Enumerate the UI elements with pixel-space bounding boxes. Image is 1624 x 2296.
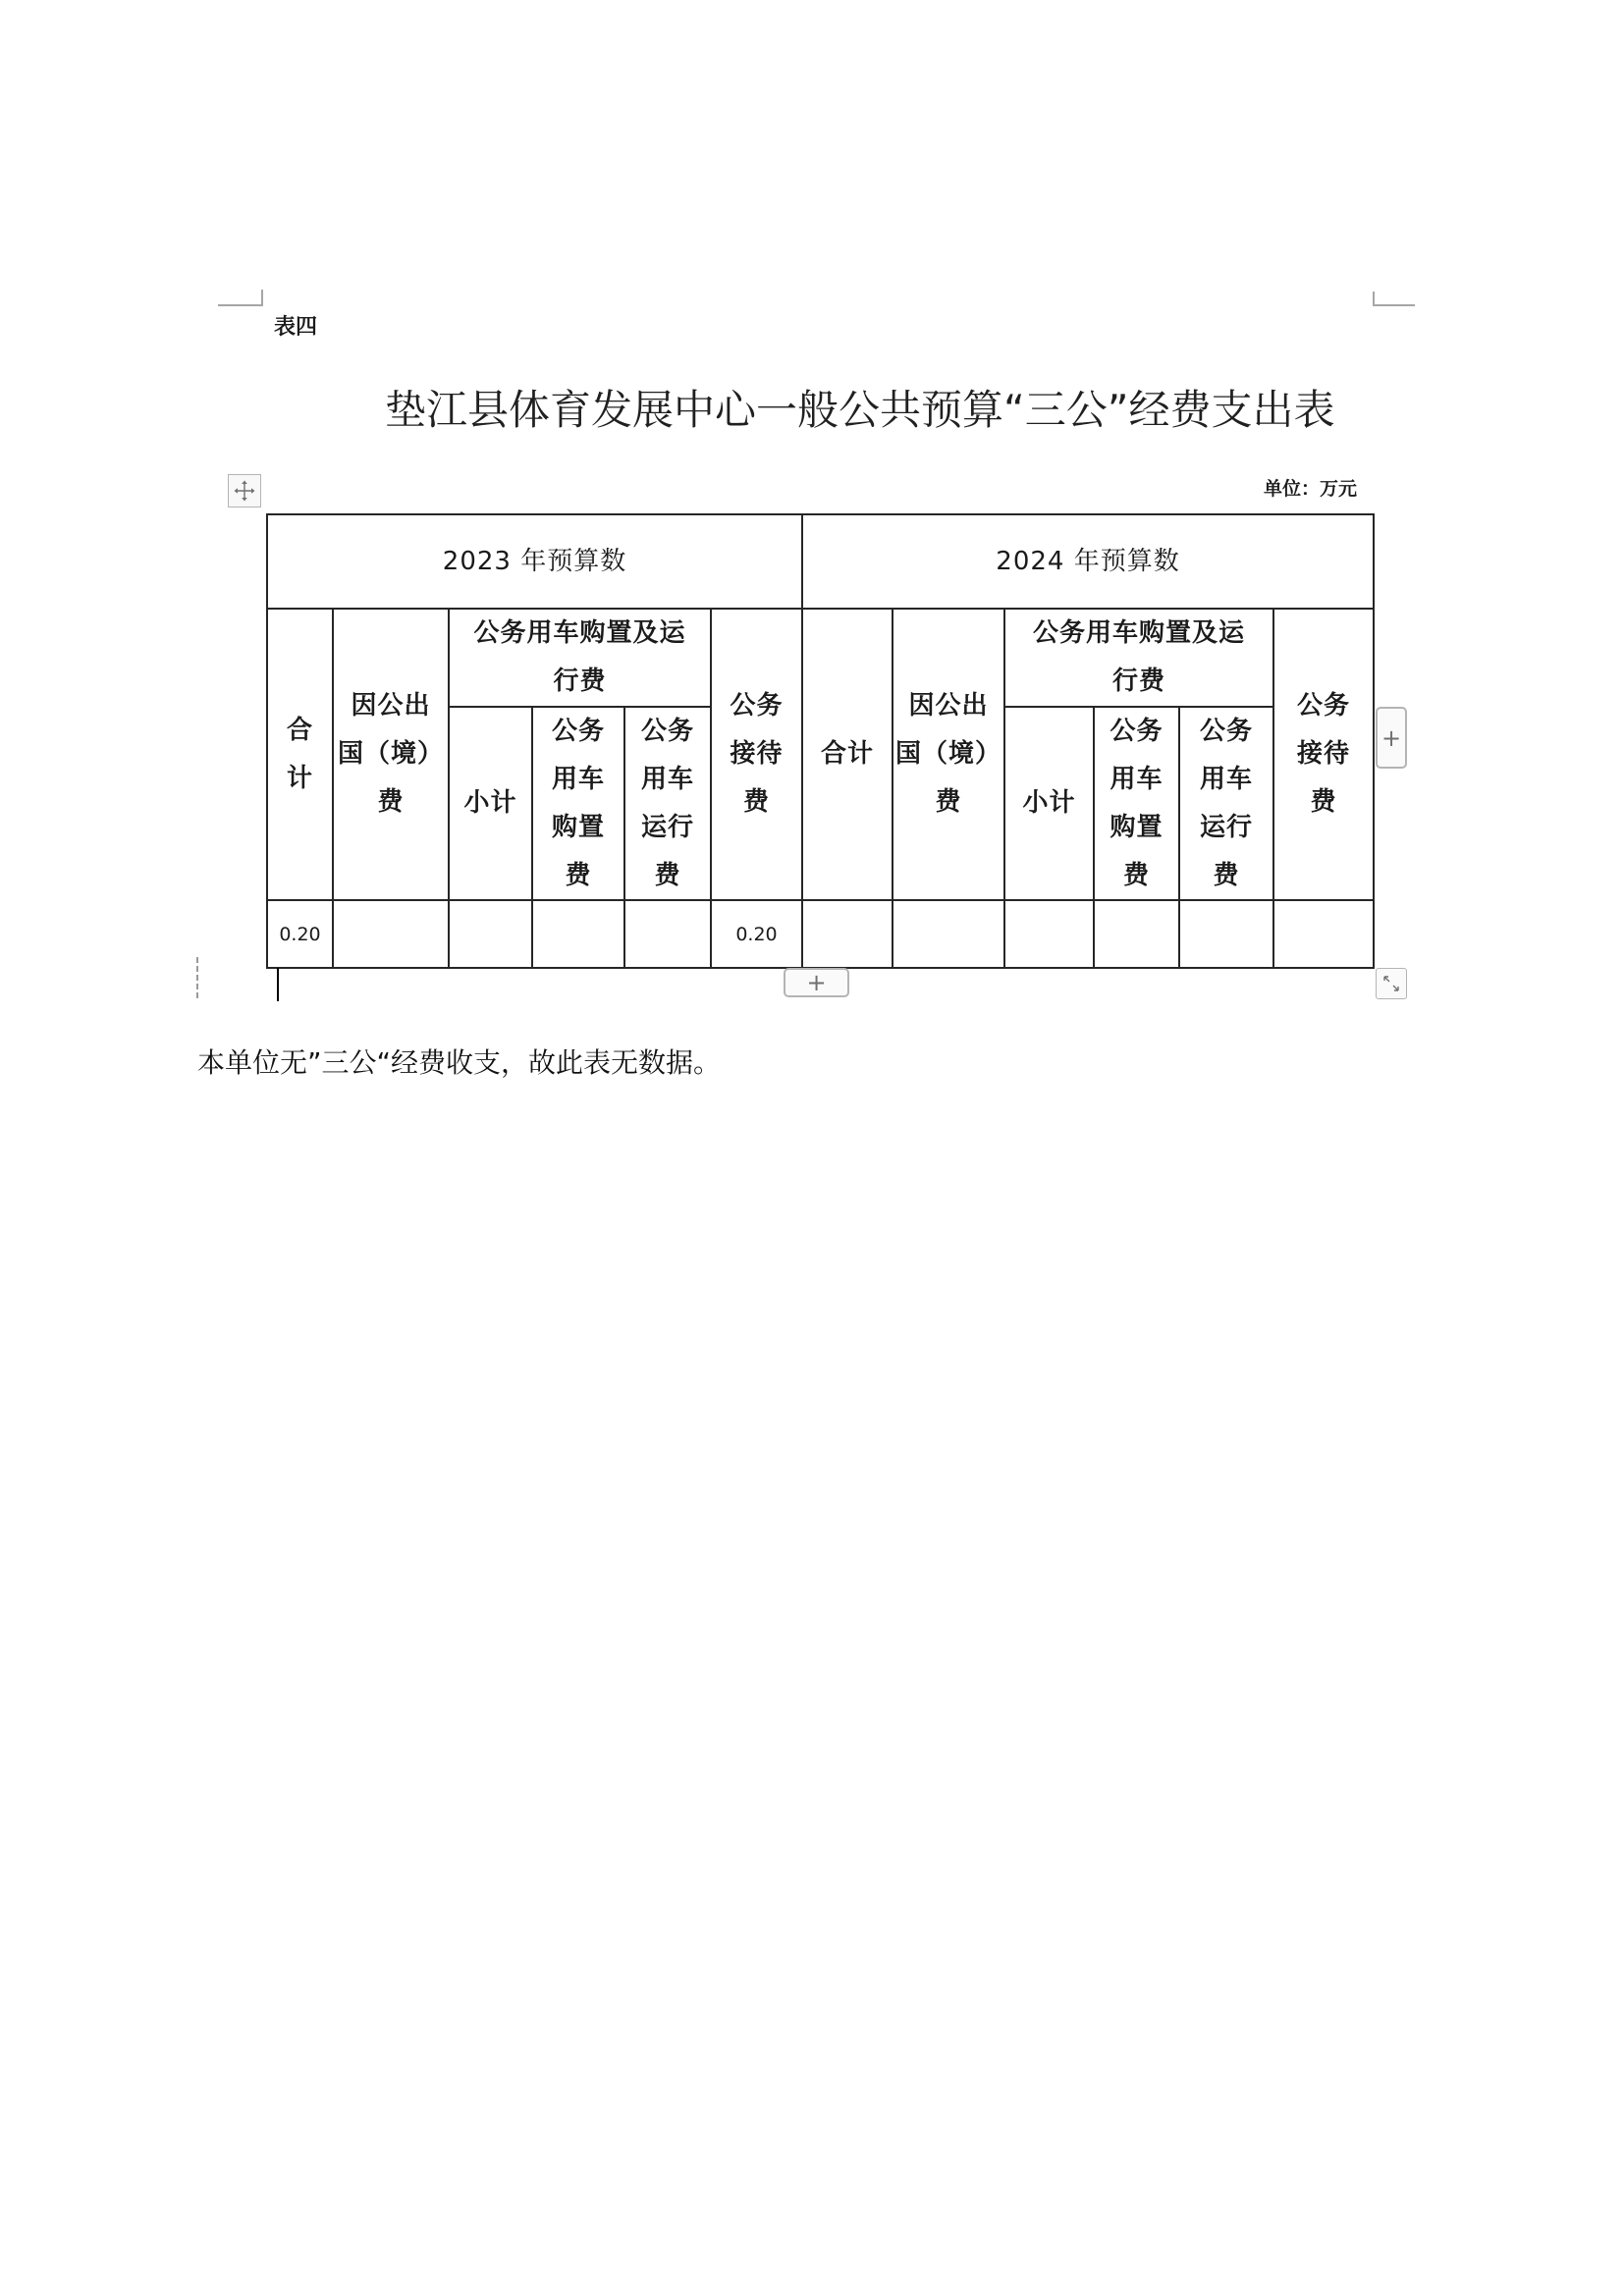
margin-mark-top-right-vertical <box>1373 292 1375 304</box>
header-2024-vehicle-subtotal: 小计 <box>1005 708 1095 901</box>
cell-2024-vehicle-operation[interactable] <box>1180 901 1274 969</box>
cell-2023-reception[interactable]: 0.20 <box>712 901 803 969</box>
header-2023-vehicle-subtotal: 小计 <box>450 708 533 901</box>
header-2024-abroad-expense: 因公出 国（境） 费 <box>893 610 1005 901</box>
cell-2023-vehicle-subtotal[interactable] <box>450 901 533 969</box>
budget-table <box>266 513 1375 969</box>
header-2023-vehicle-purchase: 公务 用车 购置 费 <box>533 708 625 901</box>
header-2023-abroad-expense: 因公出 国（境） 费 <box>334 610 450 901</box>
header-2023-vehicle-group: 公务用车购置及运 行费 <box>450 610 712 708</box>
table-resize-handle[interactable] <box>1376 968 1407 999</box>
cell-2023-vehicle-purchase[interactable] <box>533 901 625 969</box>
plus-icon: + <box>1380 723 1402 752</box>
cell-2024-reception[interactable] <box>1274 901 1375 969</box>
table-number-label: 表四 <box>274 315 318 340</box>
margin-mark-top-left <box>218 304 263 306</box>
add-row-button[interactable] <box>784 968 849 997</box>
header-2024-year: 2024 年预算数 <box>803 515 1375 610</box>
header-2023-year: 2023 年预算数 <box>268 515 803 610</box>
header-2024-vehicle-purchase: 公务 用车 购置 费 <box>1095 708 1180 901</box>
header-2024-vehicle-group: 公务用车购置及运 行费 <box>1005 610 1274 708</box>
text-cursor <box>277 968 279 1001</box>
header-2023-total: 合 计 <box>268 610 334 901</box>
note-paragraph: 本单位无”三公“经费收支，故此表无数据。 <box>197 1046 722 1079</box>
add-column-button[interactable] <box>1376 707 1407 769</box>
cell-2023-total[interactable]: 0.20 <box>268 901 334 969</box>
cell-2023-vehicle-operation[interactable] <box>625 901 712 969</box>
header-2024-vehicle-operation: 公务 用车 运行 费 <box>1180 708 1274 901</box>
cell-2024-vehicle-purchase[interactable] <box>1095 901 1180 969</box>
cell-2023-abroad-expense[interactable] <box>334 901 450 969</box>
cell-2024-abroad-expense[interactable] <box>893 901 1005 969</box>
unit-label: 单位：万元 <box>1263 478 1357 500</box>
move-icon <box>233 479 256 503</box>
cell-2024-vehicle-subtotal[interactable] <box>1005 901 1095 969</box>
cell-2024-total[interactable] <box>803 901 893 969</box>
plus-icon: + <box>806 969 827 996</box>
margin-mark-top-right <box>1373 304 1415 306</box>
header-2023-reception: 公务 接待 费 <box>712 610 803 901</box>
margin-mark-top-left-vertical <box>261 290 263 304</box>
header-2024-total: 合计 <box>803 610 893 901</box>
dashed-guide-line <box>196 957 198 998</box>
resize-icon <box>1381 974 1401 993</box>
header-2024-reception: 公务 接待 费 <box>1274 610 1375 901</box>
header-2023-vehicle-operation: 公务 用车 运行 费 <box>625 708 712 901</box>
table-move-handle[interactable] <box>228 474 261 507</box>
page-title: 垫江县体育发展中心一般公共预算“三公”经费支出表 <box>385 386 1335 434</box>
